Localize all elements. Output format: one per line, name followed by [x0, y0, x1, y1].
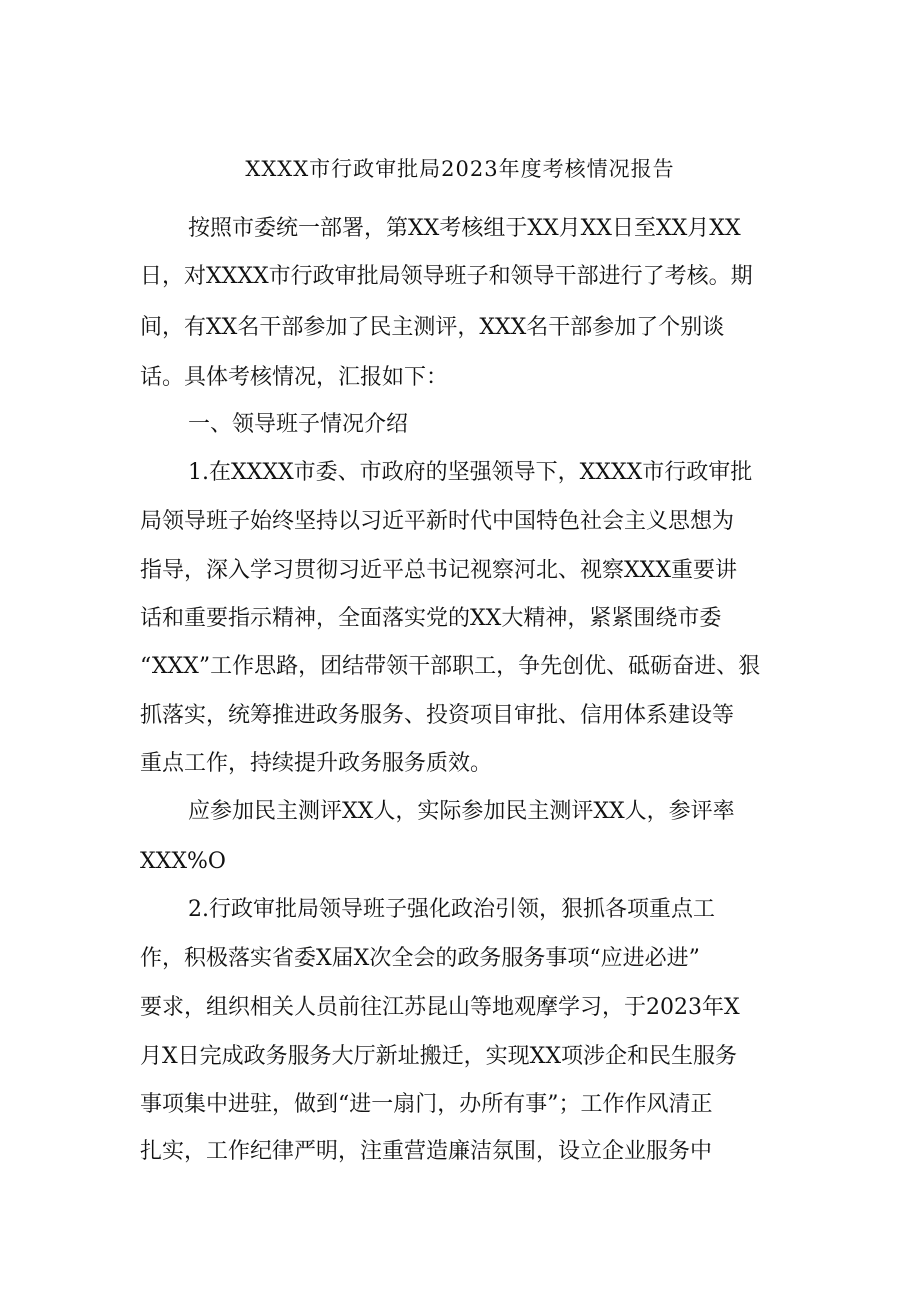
- paragraph-line: 扎实，工作纪律严明，注重营造廉洁氛围，设立企业服务中: [140, 1139, 713, 1164]
- paragraph-line: “XXX”工作思路，团结带领干部职工，争先创优、砥砺奋进、狠: [140, 654, 761, 679]
- paragraph-line: 应参加民主测评XX人，实际参加民主测评XX人，参评率: [188, 799, 735, 824]
- paragraph-line: 间，有XX名干部参加了民主测评，XXX名干部参加了个别谈: [140, 315, 725, 340]
- paragraph-line: 事项集中进驻，做到“进一扇门，办所有事”；工作作风清正: [140, 1092, 713, 1117]
- document-title: XXXX市行政审批局2023年度考核情况报告: [245, 157, 675, 181]
- paragraph-line: 日，对XXXX市行政审批局领导班子和领导干部进行了考核。期: [140, 264, 753, 289]
- paragraph-line: 1.在XXXX市委、市政府的坚强领导下，XXXX市行政审批: [188, 460, 753, 485]
- paragraph-line: 局领导班子始终坚持以习近平新时代中国特色社会主义思想为: [140, 509, 735, 534]
- paragraph-line: 话和重要指示精神，全面落实党的XX大精神，紧紧围绕市委: [140, 606, 722, 631]
- paragraph-line: 抓落实，统筹推进政务服务、投资项目审批、信用体系建设等: [140, 703, 735, 728]
- paragraph-line: 按照市委统一部署，第XX考核组于XX月XX日至XX月XX: [188, 216, 741, 241]
- paragraph-line: 作，积极落实省委X届X次全会的政务服务事项“应进必进”: [140, 946, 700, 971]
- paragraph-line: XXX%O: [140, 849, 226, 874]
- paragraph-line: 要求，组织相关人员前往江苏昆山等地观摩学习，于2023年X: [140, 995, 740, 1020]
- paragraph-line: 月X日完成政务服务大厅新址搬迁，实现XX项涉企和民生服务: [140, 1044, 737, 1069]
- paragraph-line: 2.行政审批局领导班子强化政治引领，狠抓各项重点工: [188, 897, 715, 922]
- paragraph-line: 重点工作，持续提升政务服务质效。: [140, 751, 493, 776]
- paragraph-line: 话。具体考核情况，汇报如下：: [140, 365, 449, 390]
- paragraph-line: 指导，深入学习贯彻习近平总书记视察河北、视察XXX重要讲: [140, 558, 737, 583]
- section-heading: 一、领导班子情况介绍: [188, 412, 409, 437]
